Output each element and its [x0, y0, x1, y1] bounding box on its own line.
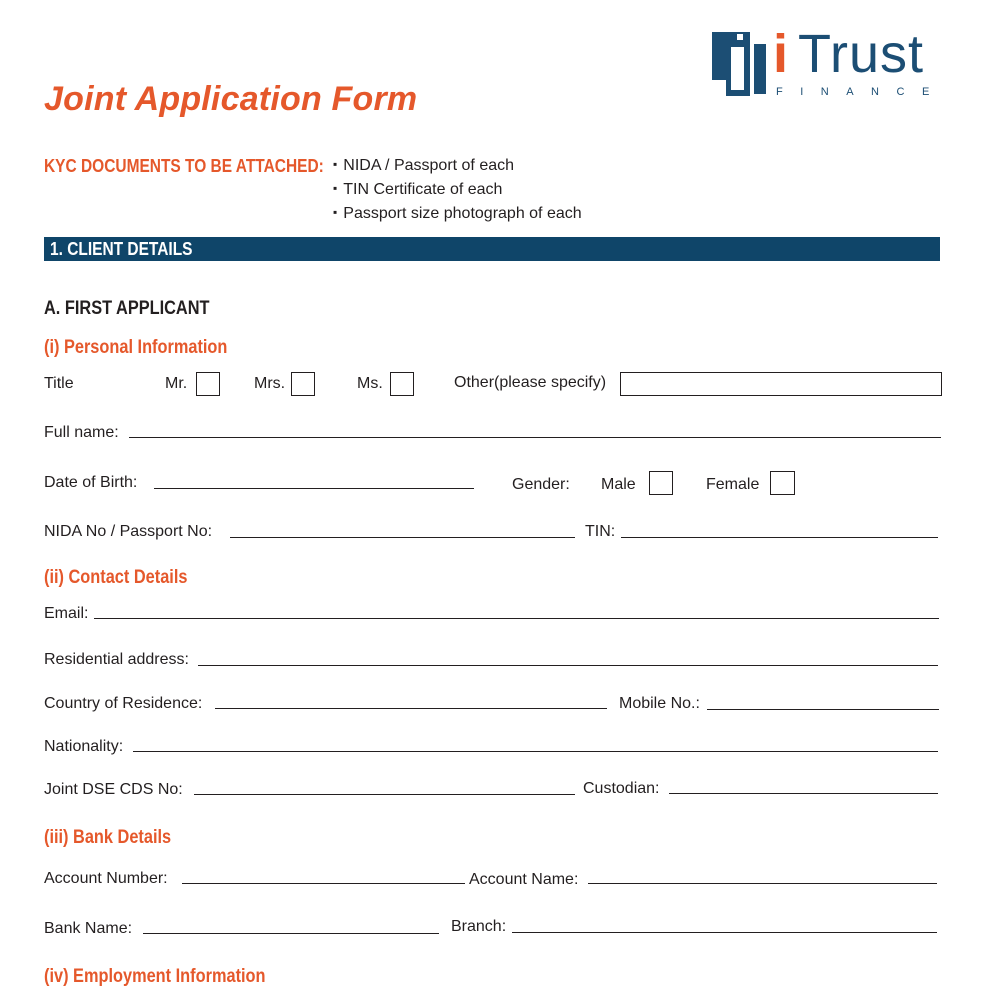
- mrs-checkbox[interactable]: [291, 372, 315, 396]
- kyc-item: ▪ TIN Certificate of each: [333, 180, 582, 204]
- male-checkbox[interactable]: [649, 471, 673, 495]
- section-header-client-details: [44, 237, 940, 261]
- mobile-field[interactable]: [707, 709, 939, 710]
- kyc-document-list: [333, 156, 582, 228]
- email-label: Email:: [44, 605, 89, 622]
- cds-field[interactable]: [194, 794, 575, 795]
- mr-label: Mr.: [165, 375, 188, 392]
- account-name-label: Account Name:: [469, 871, 579, 888]
- female-checkbox[interactable]: [770, 471, 795, 495]
- account-name-field[interactable]: [588, 883, 937, 884]
- branch-label: Branch:: [451, 918, 507, 935]
- female-label: Female: [706, 476, 760, 493]
- dob-field[interactable]: [154, 488, 474, 489]
- dob-label: Date of Birth:: [44, 474, 138, 491]
- kyc-label: KYC DOCUMENTS TO BE ATTACHED:: [44, 156, 324, 176]
- email-field[interactable]: [94, 618, 939, 619]
- nida-label: NIDA No / Passport No:: [44, 523, 213, 540]
- account-number-field[interactable]: [182, 883, 465, 884]
- custodian-field[interactable]: [669, 793, 938, 794]
- first-applicant-heading: A. FIRST APPLICANT: [44, 298, 210, 319]
- tin-field[interactable]: [621, 537, 938, 538]
- employment-info-heading: (iv) Employment Information: [44, 966, 266, 987]
- nationality-label: Nationality:: [44, 738, 124, 755]
- full-name-label: Full name:: [44, 424, 119, 441]
- personal-info-heading: (i) Personal Information: [44, 337, 228, 358]
- bank-details-heading: (iii) Bank Details: [44, 827, 172, 848]
- cds-label: Joint DSE CDS No:: [44, 781, 183, 798]
- nida-field[interactable]: [230, 537, 575, 538]
- ms-label: Ms.: [357, 375, 383, 392]
- mobile-label: Mobile No.:: [619, 695, 700, 712]
- custodian-label: Custodian:: [583, 780, 660, 797]
- other-title-label: Other(please specify): [454, 374, 607, 391]
- section-title: 1. CLIENT DETAILS: [50, 239, 193, 259]
- kyc-item: ▪ NIDA / Passport of each: [333, 156, 582, 180]
- account-number-label: Account Number:: [44, 870, 168, 887]
- male-label: Male: [601, 476, 636, 493]
- bank-name-field[interactable]: [143, 933, 439, 934]
- tin-label: TIN:: [585, 523, 616, 540]
- kyc-item: ▪ Passport size photograph of each: [333, 204, 582, 228]
- mrs-label: Mrs.: [254, 375, 286, 392]
- bank-name-label: Bank Name:: [44, 920, 133, 937]
- logo-wordmark: Trust: [798, 24, 924, 84]
- country-label: Country of Residence:: [44, 695, 203, 712]
- logo-tagline: FINANCE: [776, 86, 947, 98]
- full-name-field[interactable]: [129, 437, 941, 438]
- address-label: Residential address:: [44, 651, 189, 668]
- form-title: Joint Application Form: [44, 80, 418, 118]
- other-title-field[interactable]: [620, 372, 942, 396]
- mr-checkbox[interactable]: [196, 372, 220, 396]
- gender-label: Gender:: [512, 476, 570, 493]
- nationality-field[interactable]: [133, 751, 938, 752]
- address-field[interactable]: [198, 665, 938, 666]
- branch-field[interactable]: [512, 932, 937, 933]
- logo-letter-i: i: [773, 24, 789, 84]
- contact-details-heading: (ii) Contact Details: [44, 567, 188, 588]
- ms-checkbox[interactable]: [390, 372, 414, 396]
- title-label: Title: [44, 375, 74, 392]
- country-field[interactable]: [215, 708, 607, 709]
